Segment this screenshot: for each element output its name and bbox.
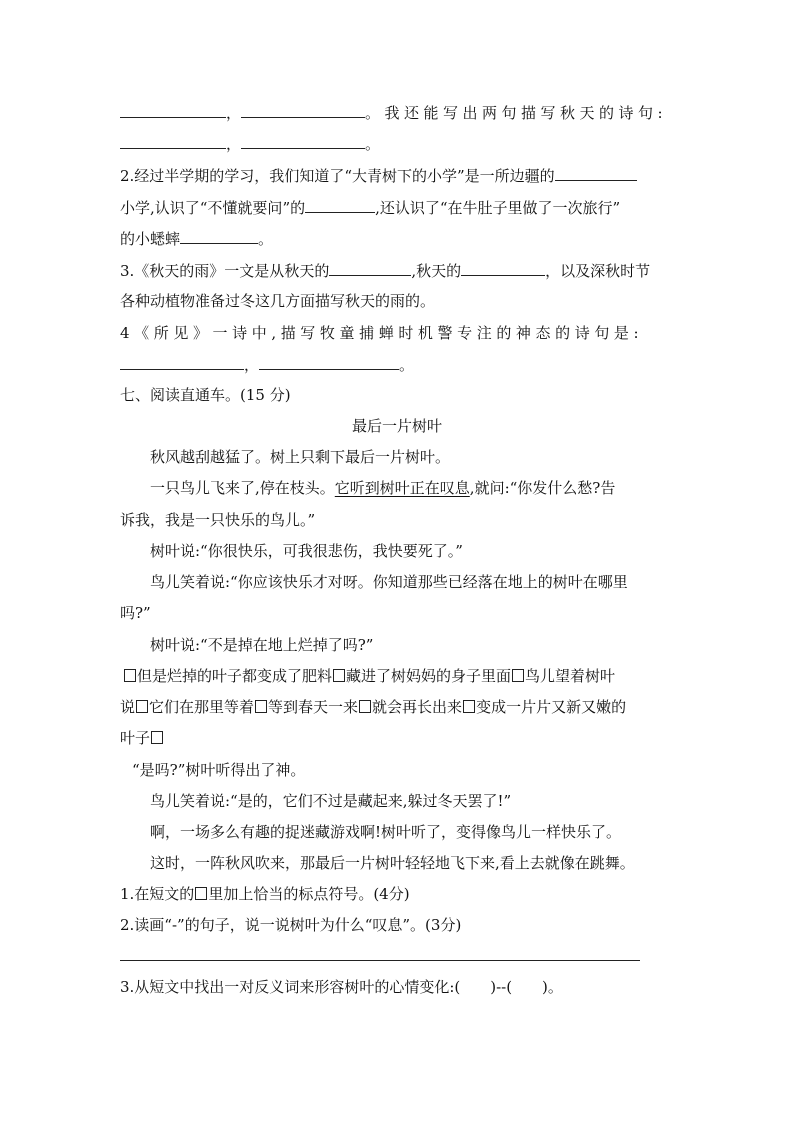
question-3: 3.从短文中找出一对反义词来形容树叶的心情变化:( )--( )。 <box>120 978 563 996</box>
answer-blank[interactable] <box>259 354 399 370</box>
punctuation-box[interactable] <box>463 700 475 713</box>
punctuation-box[interactable] <box>151 731 163 744</box>
q6-4-line-2: ， 。 <box>120 354 676 374</box>
paragraph-4-line-1: 鸟儿笑着说:“你应该快乐才对呀。你知道那些已经落在地上的树叶在哪里 <box>150 573 628 591</box>
q6-line-1-text: 。我还能写出两句描写秋天的诗句: <box>365 104 668 122</box>
punctuation-box[interactable] <box>333 669 345 682</box>
q6-3-line-1: 3.《秋天的雨》一文是从秋天的 ,秋天的 ，以及深秋时节 <box>120 262 651 280</box>
underlined-sentence: 它听到树叶正在叹息 <box>334 479 470 497</box>
answer-blank[interactable] <box>241 133 365 149</box>
answer-blank[interactable] <box>305 197 375 213</box>
punctuation-box-sample <box>195 887 207 900</box>
punctuation-box[interactable] <box>512 669 524 682</box>
q6-2-line-1: 2.经过半学期的学习，我们知道了“大青树下的小学”是一所边疆的 <box>120 165 676 185</box>
paragraph-4-line-2: 吗?” <box>120 604 151 622</box>
paragraph-6-line-1: 但是烂掉的叶子都变成了肥料 藏进了树妈妈的身子里面 鸟儿望着树叶 <box>123 666 679 686</box>
paragraph-10: 这时，一阵秋风吹来，那最后一片树叶轻轻地飞下来,看上去就像在跳舞。 <box>150 854 635 872</box>
q6-4-line-1: 4《所见》一诗中,描写牧童捕蝉时机警专注的神态的诗句是: <box>120 324 644 342</box>
paragraph-2-line-1: 一只鸟儿飞来了,停在枝头。它听到树叶正在叹息,就问:“你发什么愁?告 <box>150 479 616 497</box>
answer-blank[interactable] <box>329 260 411 276</box>
q6-3-line-2: 各种动植物准备过冬这几方面描写秋天的雨的。 <box>120 292 436 310</box>
answer-line[interactable] <box>120 960 640 961</box>
paragraph-8: 鸟儿笑着说:“是的，它们不过是藏起来,躲过冬天罢了!” <box>150 792 512 810</box>
question-1: 1.在短文的 里加上恰当的标点符号。(4分) <box>120 885 410 903</box>
q6-line-1: ， 。我还能写出两句描写秋天的诗句: <box>120 102 676 122</box>
paragraph-7: “是吗?”树叶听得出了神。 <box>132 761 306 779</box>
answer-blank[interactable] <box>241 102 365 118</box>
punctuation-box[interactable] <box>136 700 148 713</box>
answer-blank[interactable] <box>120 102 226 118</box>
punctuation-box[interactable] <box>359 700 371 713</box>
answer-blank[interactable] <box>120 354 244 370</box>
paragraph-3: 树叶说:“你很快乐，可我很悲伤，我快要死了。” <box>150 542 463 560</box>
answer-blank[interactable] <box>461 260 545 276</box>
q6-2-line-2: 小学,认识了“不懂就要问”的 ,还认识了“在牛肚子里做了一次旅行” <box>120 199 621 217</box>
paragraph-2-line-2: 诉我，我是一只快乐的鸟儿。” <box>120 511 316 529</box>
section-heading: 七、阅读直通车。(15 分) <box>120 386 291 404</box>
punctuation-box[interactable] <box>124 669 136 682</box>
q6-line-2: ， 。 <box>120 133 676 153</box>
answer-blank[interactable] <box>180 228 258 244</box>
punctuation-box[interactable] <box>255 700 267 713</box>
answer-blank[interactable] <box>555 165 637 181</box>
q6-2-line-3: 的小蟋蟀 。 <box>120 230 274 248</box>
paragraph-9: 啊，一场多么有趣的捉迷藏游戏啊!树叶听了，变得像鸟儿一样快乐了。 <box>150 823 622 841</box>
question-2: 2.读画“-”的句子，说一说树叶为什么“叹息”。(3分) <box>120 916 462 934</box>
paragraph-6-line-2: 说 它们在那里等着 等到春天一来 就会再长出来 变成一片片又新又嫩的 <box>120 698 627 716</box>
passage-title: 最后一片树叶 <box>351 417 442 435</box>
answer-blank[interactable] <box>120 133 226 149</box>
paragraph-6-line-3: 叶子 <box>120 728 676 748</box>
paragraph-1: 秋风越刮越猛了。树上只剩下最后一片树叶。 <box>150 448 451 466</box>
paragraph-5: 树叶说:“不是掉在地上烂掉了吗?” <box>150 636 374 654</box>
